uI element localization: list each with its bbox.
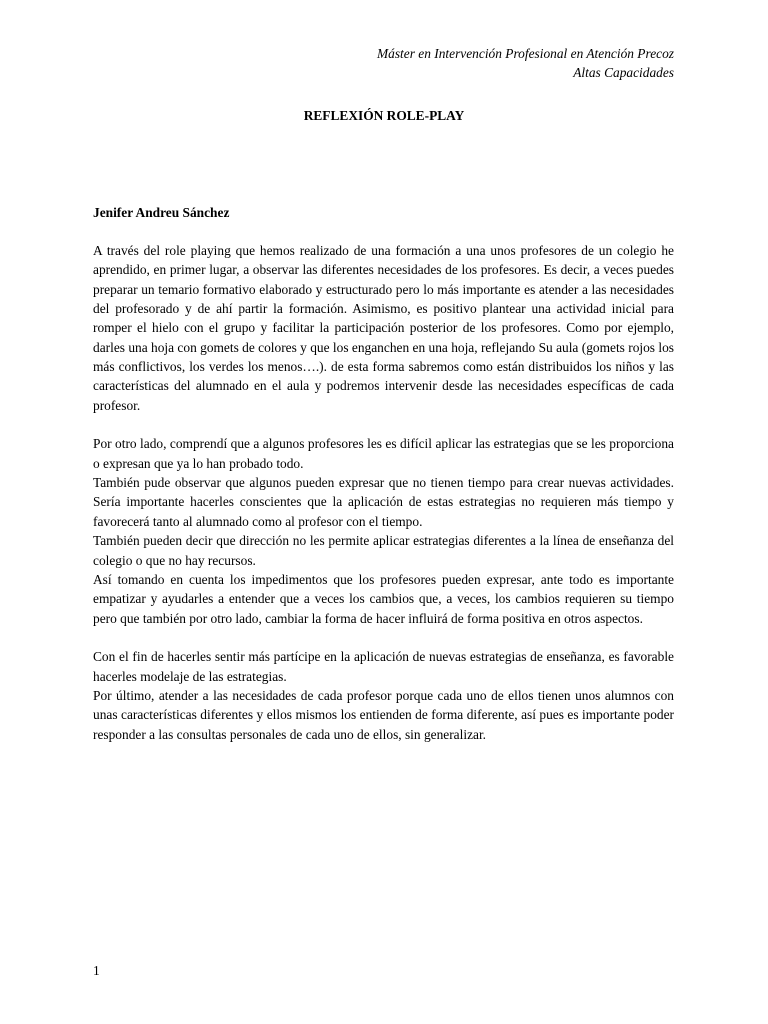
- paragraph-1: A través del role playing que hemos realizado de una formación a una unos profesores de un colegio he aprendido, en primer lugar, a observar las diferentes necesidades de los profesores. Es decir, a veces puedes preparar un temario formativo elaborado y estructurado pero lo más importante es atender a las necesidades del profesorado y de ahí partir la formación. Asimismo, es positivo plantear una actividad inicial para romper el hielo con el grupo y facilitar la participación posterior de los profesores. Como por ejemplo, darles una hoja con gomets de colores y que los enganchen en una hoja, reflejando Su aula (gomets rojos los más conflictivos, los verdes los menos….). de esta forma sabremos como están distribuidos los niños y las características del alumnado en el aula y podremos intervenir desde las necesidades específicas de cada profesor.: [93, 243, 674, 413]
- paragraph-spacer: [93, 415, 674, 434]
- author-name: Jenifer Andreu Sánchez: [93, 205, 230, 220]
- body-text: [93, 241, 674, 744]
- page-number: 1: [93, 963, 100, 978]
- document-title: REFLEXIÓN ROLE-PLAY: [303, 108, 465, 123]
- paragraph-5: Así tomando en cuenta los impedimentos que los profesores pueden expresar, ante todo es importante empatizar y ayudarles a entender que a veces los cambios que, a veces, los cambios requieren su tiempo pero que también por otro lado, cambiar la forma de hacer influirá de forma positiva en otros aspectos.: [93, 571, 674, 626]
- paragraph-4: También pueden decir que dirección no les permite aplicar estrategias diferentes a la línea de enseñanza del colegio o que no hay recursos.: [93, 533, 674, 568]
- header-program-title: Máster en Intervención Profesional en Atención Precoz: [377, 46, 674, 61]
- header-subtitle: Altas Capacidades: [573, 65, 674, 80]
- paragraph-spacer: [93, 628, 674, 647]
- paragraph-3: También pude observar que algunos pueden expresar que no tienen tiempo para crear nuevas actividades. Sería importante hacerles conscientes que la aplicación de estas estrategias no requieren más tiempo y favorecerá tanto al alumnado como al profesor con el tiempo.: [93, 475, 674, 529]
- paragraph-2: Por otro lado, comprendí que a algunos profesores les es difícil aplicar las estrategias que se les proporciona o expresan que ya lo han probado todo.: [93, 436, 674, 471]
- paragraph-6: Con el fin de hacerles sentir más partícipe en la aplicación de nuevas estrategias de enseñanza, es favorable hacerles modelaje de las estrategias.: [93, 649, 674, 684]
- running-header: [174, 44, 674, 82]
- paragraph-7: Por último, atender a las necesidades de cada profesor porque cada uno de ellos tienen unos alumnos con unas características diferentes y ellos mismos los entienden de forma diferente, así pues es importante poder responder a las consultas personales de cada uno de ellos, sin generalizar.: [93, 687, 674, 742]
